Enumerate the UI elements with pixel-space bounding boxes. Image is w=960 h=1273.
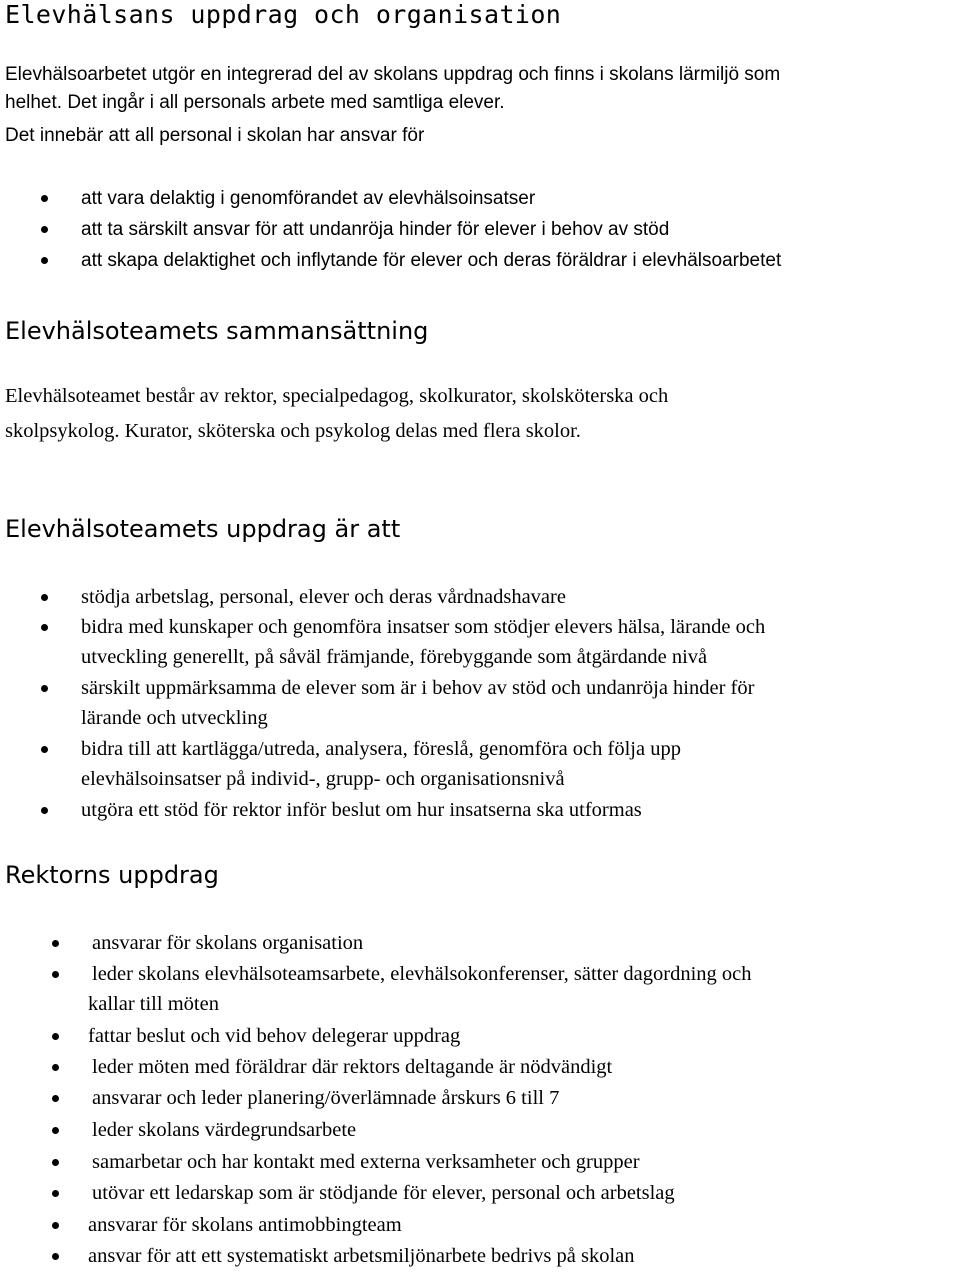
bullet-icon — [52, 940, 59, 947]
list-item-text: leder möten med föräldrar där rektors deltagande är nödvändigt — [92, 1056, 613, 1078]
bullet-icon — [41, 195, 48, 202]
list-item-text: ansvarar för skolans organisation — [92, 932, 364, 954]
bullet-icon — [52, 1159, 59, 1166]
bullet-icon — [41, 257, 48, 264]
list-item-text: elevhälsoinsatser på individ-, grupp- och organisationsnivå — [81, 768, 565, 790]
list-item — [0, 1147, 960, 1178]
list-item-text: stödja arbetslag, personal, elever och deras vårdnadshavare — [81, 586, 566, 608]
list-item — [0, 245, 960, 276]
intro-line: Det innebär att all personal i skolan har ansvar för — [5, 125, 425, 146]
list-item-text: fattar beslut och vid behov delegerar uppdrag — [88, 1025, 461, 1047]
responsibility-list — [0, 183, 960, 276]
list-item — [0, 612, 960, 673]
principal-list — [0, 928, 960, 1272]
list-item — [0, 795, 960, 825]
list-item-text: särskilt uppmärksamma de elever som är i behov av stöd och undanröja hinder för — [81, 677, 755, 699]
list-item-text: bidra till att kartlägga/utreda, analysera, föreslå, genomföra och följa upp — [81, 738, 681, 760]
section-heading-principal: Rektorns uppdrag — [5, 861, 219, 889]
bullet-icon — [52, 1222, 59, 1229]
mission-list — [0, 582, 960, 825]
list-item-text: utövar ett ledarskap som är stödjande för elever, personal och arbetslag — [92, 1182, 675, 1204]
page-title: Elevhälsans uppdrag och organisation — [5, 0, 562, 29]
bullet-icon — [41, 226, 48, 233]
composition-line: Elevhälsoteamet består av rektor, specialpedagog, skolkurator, skolsköterska och — [5, 385, 669, 407]
bullet-icon — [52, 1190, 59, 1197]
list-item-text: leder skolans elevhälsoteamsarbete, elevhälsokonferenser, sätter dagordning och — [92, 963, 752, 985]
bullet-icon — [41, 594, 48, 601]
list-item-text: bidra med kunskaper och genomföra insatser som stödjer elevers hälsa, lärande och — [81, 616, 766, 638]
list-item — [0, 1021, 960, 1052]
list-item — [0, 959, 960, 1021]
list-item — [0, 1115, 960, 1147]
bullet-icon — [52, 1033, 59, 1040]
section-heading-mission: Elevhälsoteamets uppdrag är att — [5, 515, 401, 543]
list-item-text: att vara delaktig i genomförandet av elevhälsoinsatser — [81, 188, 536, 209]
list-item-text: ansvarar för skolans antimobbingteam — [88, 1214, 402, 1236]
list-item-text: leder skolans värdegrundsarbete — [92, 1119, 357, 1141]
section-heading-composition: Elevhälsoteamets sammansättning — [5, 317, 429, 345]
list-item — [0, 928, 960, 959]
list-item — [0, 734, 960, 795]
list-item — [0, 1210, 960, 1241]
list-item-text: utveckling generellt, på såväl främjande, förebyggande som åtgärdande nivå — [81, 646, 708, 668]
intro-line: helhet. Det ingår i all personals arbete med samtliga elever. — [5, 92, 505, 113]
list-item — [0, 1241, 960, 1272]
bullet-icon — [41, 746, 48, 753]
bullet-icon — [41, 624, 48, 631]
list-item-text: lärande och utveckling — [81, 707, 268, 729]
list-item-text: ansvar för att ett systematiskt arbetsmiljönarbete bedrivs på skolan — [88, 1245, 635, 1267]
list-item — [0, 1178, 960, 1210]
list-item-text: att ta särskilt ansvar för att undanröja hinder för elever i behov av stöd — [81, 219, 670, 240]
list-item-text: samarbetar och har kontakt med externa verksamheter och grupper — [92, 1151, 640, 1173]
bullet-icon — [41, 807, 48, 814]
bullet-icon — [52, 1095, 59, 1102]
bullet-icon — [52, 1064, 59, 1071]
list-item — [0, 582, 960, 612]
list-item — [0, 673, 960, 734]
list-item — [0, 183, 960, 214]
list-item-text: kallar till möten — [88, 993, 219, 1015]
bullet-icon — [52, 971, 59, 978]
list-item-text: att skapa delaktighet och inflytande för elever och deras föräldrar i elevhälsoarbetet — [81, 250, 782, 271]
list-item-text: utgöra ett stöd för rektor inför beslut om hur insatserna ska utformas — [81, 799, 642, 821]
bullet-icon — [52, 1253, 59, 1260]
bullet-icon — [41, 685, 48, 692]
list-item-text: ansvarar och leder planering/överlämnade årskurs 6 till 7 — [92, 1087, 560, 1109]
composition-line: skolpsykolog. Kurator, sköterska och psykolog delas med flera skolor. — [5, 420, 581, 442]
list-item — [0, 1052, 960, 1083]
list-item — [0, 214, 960, 245]
intro-line: Elevhälsoarbetet utgör en integrerad del av skolans uppdrag och finns i skolans lärmiljö som — [5, 64, 781, 85]
bullet-icon — [52, 1127, 59, 1134]
list-item — [0, 1083, 960, 1115]
